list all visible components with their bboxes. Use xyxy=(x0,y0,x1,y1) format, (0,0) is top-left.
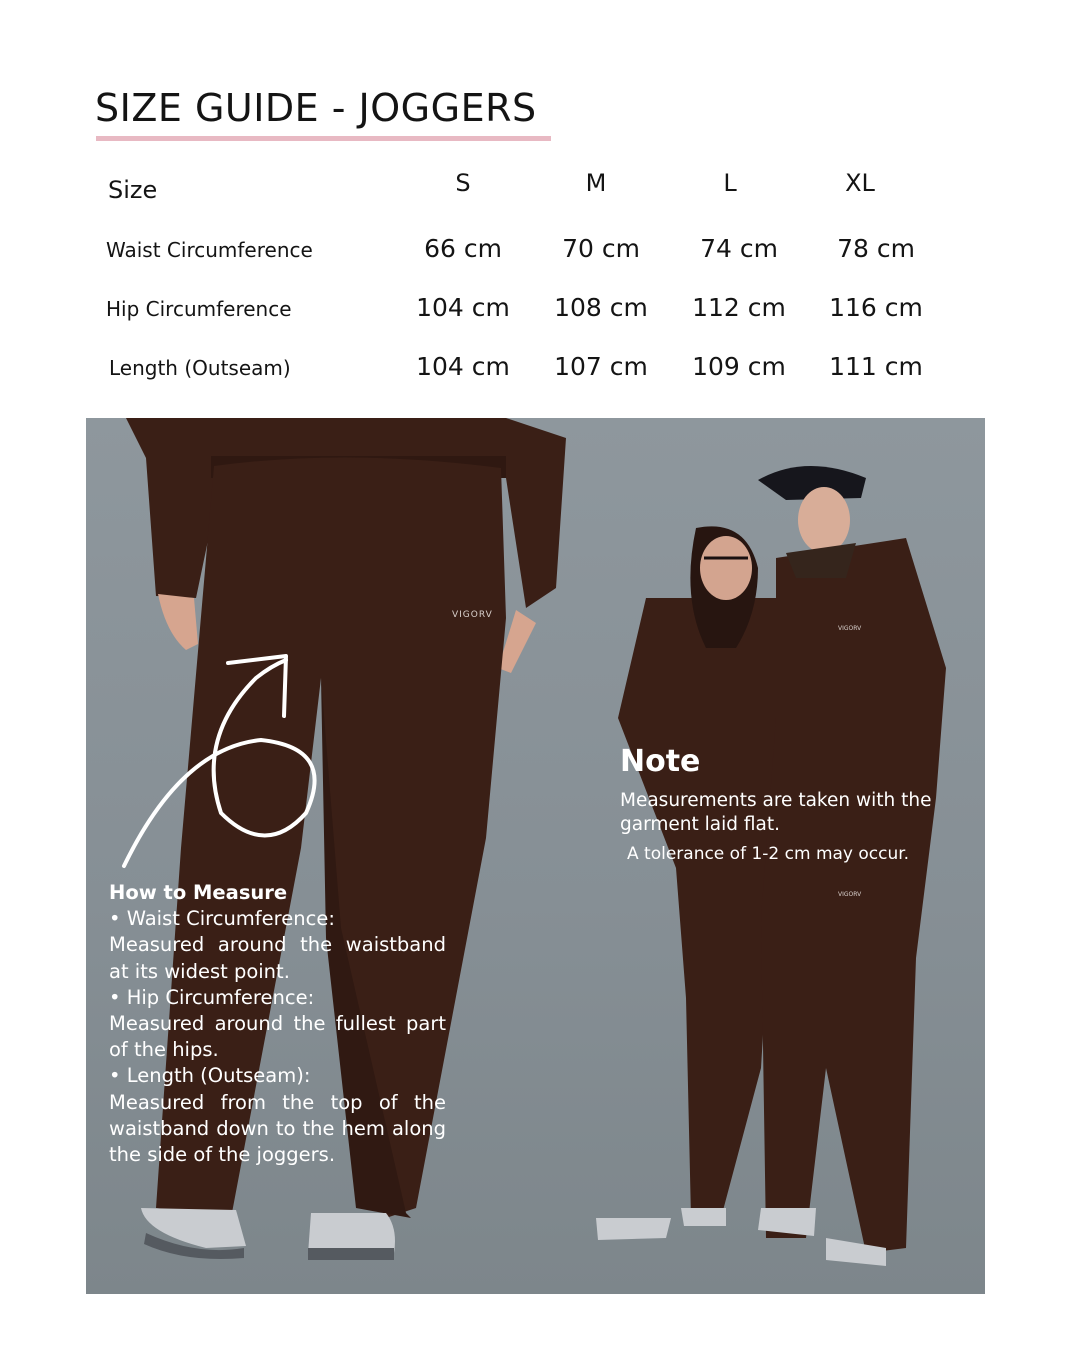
waist-s: 66 cm xyxy=(424,234,502,263)
hip-xl: 116 cm xyxy=(829,293,923,322)
size-header-m: M xyxy=(585,169,607,197)
note-heading: Note xyxy=(620,744,701,779)
waist-xl: 78 cm xyxy=(837,234,915,263)
length-m: 107 cm xyxy=(554,352,648,381)
length-title: • Length (Outseam): xyxy=(109,1064,311,1088)
length-l: 109 cm xyxy=(692,352,786,381)
row-label-hip: Hip Circumference xyxy=(106,297,292,321)
note-panel xyxy=(620,744,950,864)
waist-m: 70 cm xyxy=(562,234,640,263)
hip-title: • Hip Circumference: xyxy=(109,985,315,1009)
how-to-measure xyxy=(109,880,446,1168)
brand-mark-left: VIGORV xyxy=(452,610,493,620)
brand-mark-hoodie: VIGORV xyxy=(838,625,862,632)
length-xl: 111 cm xyxy=(829,352,923,381)
size-table xyxy=(0,0,1080,400)
waist-title: • Waist Circumference: xyxy=(109,907,335,931)
length-description: Measured from the top of the waistband down to the hem along the side of the joggers. xyxy=(109,1090,446,1167)
row-label-length: Length (Outseam) xyxy=(109,356,291,380)
how-to-heading: How to Measure xyxy=(109,881,288,904)
hip-l: 112 cm xyxy=(692,293,786,322)
brand-mark-joggers: VIGORV xyxy=(838,891,862,898)
note-tolerance: A tolerance of 1-2 cm may occur. xyxy=(627,844,910,864)
row-label-waist: Waist Circumference xyxy=(106,238,313,262)
product-photo xyxy=(86,418,985,1294)
size-header-l: L xyxy=(723,169,737,197)
hip-description: Measured around the fullest part of the hips. xyxy=(109,1012,446,1062)
size-header-s: S xyxy=(455,169,471,197)
note-text: Measurements are taken with the garment laid flat. xyxy=(620,790,932,835)
size-header-label: Size xyxy=(108,176,158,204)
hip-m: 108 cm xyxy=(554,293,648,322)
waist-description: Measured around the waistband at its widest point. xyxy=(109,933,446,983)
hip-s: 104 cm xyxy=(416,293,510,322)
waist-l: 74 cm xyxy=(700,234,778,263)
length-s: 104 cm xyxy=(416,352,510,381)
size-header-xl: XL xyxy=(845,169,875,197)
page-title: SIZE GUIDE - JOGGERS xyxy=(95,86,537,130)
